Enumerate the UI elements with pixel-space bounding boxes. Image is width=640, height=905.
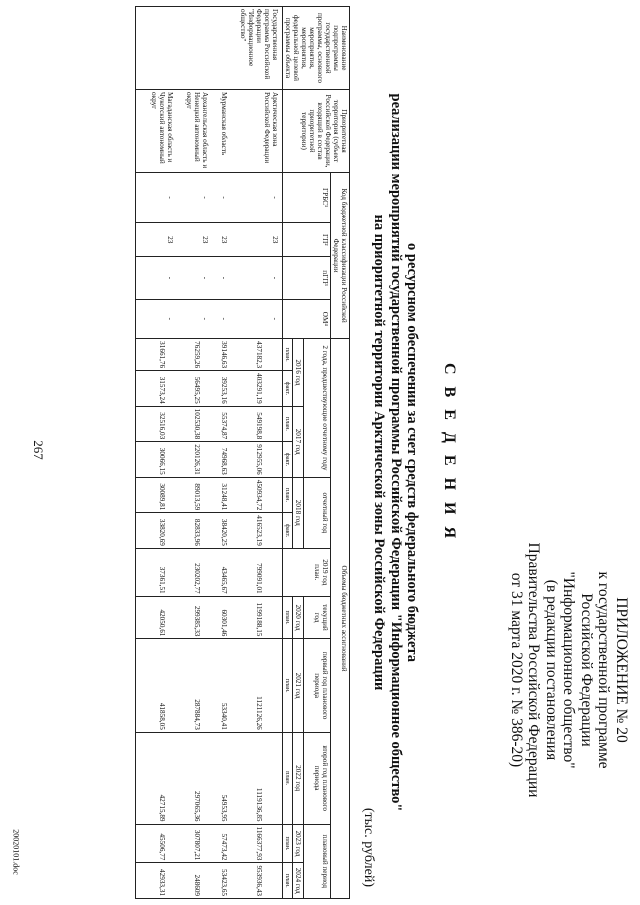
table-row: [231, 7, 283, 899]
header-year-2024: 2024 год: [293, 863, 304, 899]
header-plan: план.: [283, 596, 293, 639]
budget-value: 41858,05: [136, 639, 178, 732]
budget-value: 30066,15: [136, 442, 178, 478]
budget-value: 416523,19: [231, 513, 283, 549]
header-2019: 2019 год план.: [283, 548, 331, 596]
code-om: -: [212, 299, 231, 339]
budget-value: 437182,3: [231, 339, 283, 371]
code-pgp: -: [136, 257, 178, 299]
appendix-line: к государственной программе: [595, 571, 613, 769]
budget-value: 299385,33: [177, 596, 212, 639]
title-line: реализации мероприятий государственной программы Российской Федерации "Информационное общество": [388, 93, 404, 812]
budget-value: 42050,61: [136, 596, 178, 639]
appendix-line: ПРИЛОЖЕНИЕ № 20: [613, 597, 630, 743]
budget-value: 76259,26: [177, 339, 212, 371]
budget-value: 42933,31: [136, 863, 178, 899]
budget-value: 287884,73: [177, 639, 212, 732]
budget-value: 32516,03: [136, 406, 178, 442]
header-plan: план.: [283, 732, 293, 824]
header-grbs: ГРБС¹: [283, 173, 331, 223]
budget-value: 953936,43: [231, 863, 283, 899]
budget-value: 102530,38: [177, 406, 212, 442]
header-name: Наименование подпрограммы государственной программы, основного мероприятия, мероприятия, федеральной целевой программы объекта: [283, 7, 350, 90]
budget-value: 549198,8: [231, 406, 283, 442]
row-territory: Магаданская область и Чукотский автономный округ: [136, 90, 178, 173]
budget-value: 82833,96: [177, 513, 212, 549]
header-fact: факт.: [283, 442, 293, 478]
budget-value: 248609: [177, 863, 212, 899]
budget-value: 30089,81: [136, 477, 178, 513]
header-year-2022: 2022 год: [293, 732, 304, 824]
page-number: 267: [31, 440, 46, 460]
budget-value: 33820,69: [136, 513, 178, 549]
budget-value: 42715,89: [136, 732, 178, 824]
budget-value: 912955,06: [231, 442, 283, 478]
units-label: (тыс. рублей): [361, 807, 376, 887]
code-pgp: -: [177, 257, 212, 299]
row-territory: Арктическая зона Российской Федерации: [231, 90, 283, 173]
header-year-2018: 2018 год: [293, 477, 304, 548]
header-fact: факт.: [283, 513, 293, 549]
budget-value: 39253,16: [212, 371, 231, 407]
row-name: [212, 7, 231, 90]
budget-value: 55374,87: [212, 406, 231, 442]
header-territory: Приоритетная территория (субъект Российской Федерации, входящий в состав приоритетной территории): [283, 90, 350, 173]
budget-value: 57473,42: [212, 824, 231, 863]
appendix-line: Российской Федерации: [578, 593, 595, 747]
code-grbs: -: [136, 173, 178, 223]
header-year-2023: 2023 год: [293, 824, 304, 863]
budget-value: 799091,01: [231, 548, 283, 596]
table-row: [177, 7, 212, 899]
budget-value: 450934,72: [231, 477, 283, 513]
row-name: [177, 7, 212, 90]
code-grbs: -: [231, 173, 283, 223]
budget-value: 43465,67: [212, 548, 231, 596]
budget-value: 39146,63: [212, 339, 231, 371]
row-name: [136, 7, 178, 90]
row-name: Государственная программа Российской Федерации "Информационное общество": [231, 7, 283, 90]
header-plan: план.: [283, 477, 293, 513]
code-om: -: [231, 299, 283, 339]
budget-value: 53423,65: [212, 863, 231, 899]
code-om: -: [136, 299, 178, 339]
header-two-years-prior: 2 года, предшествующие отчетному году: [304, 339, 331, 478]
budget-value: 45506,77: [136, 824, 178, 863]
header-gp: ГП²: [283, 223, 331, 257]
budget-value: 31573,24: [136, 371, 178, 407]
document-title: [371, 10, 457, 895]
budget-value: 31661,76: [136, 339, 178, 371]
budget-value: 74968,63: [212, 442, 231, 478]
header-plan-period: плановый период: [304, 824, 331, 898]
header-fact: факт.: [283, 371, 293, 407]
header-first-plan-year: первый год планового периода: [304, 639, 331, 732]
code-grbs: -: [212, 173, 231, 223]
header-volumes: Объемы бюджетных ассигнований: [331, 339, 350, 899]
budget-value: 60301,46: [212, 596, 231, 639]
header-year-2016: 2016 год: [293, 339, 304, 407]
appendix-line: Правительства Российской Федерации: [525, 542, 543, 798]
header-plan: план.: [283, 824, 293, 863]
budget-value: 31248,41: [212, 477, 231, 513]
header-codes: Код бюджетной классификации Российской Федерации: [331, 173, 350, 339]
header-plan: план.: [283, 863, 293, 899]
budget-value: 56495,25: [177, 371, 212, 407]
header-plan: план.: [283, 339, 293, 371]
code-pgp: -: [231, 257, 283, 299]
header-second-plan-year: второй год планового периода: [304, 732, 331, 824]
budget-value: 89013,59: [177, 477, 212, 513]
header-year-2017: 2017 год: [293, 406, 304, 477]
budget-value: 1121126,26: [231, 639, 283, 732]
table-row: [212, 7, 231, 899]
budget-value: 53340,41: [212, 639, 231, 732]
footer-doc-code: 20020101.doc: [11, 829, 21, 875]
table-row: [136, 7, 178, 899]
budget-value: 38420,25: [212, 513, 231, 549]
budget-value: 403291,19: [231, 371, 283, 407]
appendix-line: "Информационное общество": [560, 571, 578, 769]
budget-value: 1166377,93: [231, 824, 283, 863]
appendix-line: от 31 марта 2020 г. № 386-20): [508, 572, 525, 768]
budget-value: 54953,95: [212, 732, 231, 824]
header-current-year: текущий год: [304, 596, 331, 639]
header-pgp: пГП³: [283, 257, 331, 299]
code-gp: 23: [177, 223, 212, 257]
code-grbs: -: [177, 173, 212, 223]
budget-value: 230202,77: [177, 548, 212, 596]
header-year-2020: 2020 год: [293, 596, 304, 639]
budget-value: 297065,36: [177, 732, 212, 824]
row-territory: Архангельская область и Ненецкий автономный округ: [177, 90, 212, 173]
title-line: о ресурсном обеспечении за счет средств федерального бюджета: [404, 243, 421, 662]
title-line: на приоритетной территории Арктической зоны Российской Федерации: [371, 214, 388, 691]
code-pgp: -: [212, 257, 231, 299]
code-om: -: [177, 299, 212, 339]
title-heading: С В Е Д Е Н И Я: [441, 362, 458, 543]
budget-value: 1119136,85: [231, 732, 283, 824]
appendix-block: [508, 505, 631, 835]
header-plan: план.: [283, 639, 293, 732]
budget-value: 307807,21: [177, 824, 212, 863]
header-om: ОМ⁴: [283, 299, 331, 339]
header-reporting-year: отчетный год: [304, 477, 331, 548]
code-gp: 23: [212, 223, 231, 257]
budget-table: [135, 6, 350, 899]
header-year-2021: 2021 год: [293, 639, 304, 732]
budget-value: 1199188,15: [231, 596, 283, 639]
budget-value: 220126,31: [177, 442, 212, 478]
code-gp: 23: [136, 223, 178, 257]
budget-value: 37361,51: [136, 548, 178, 596]
row-territory: Мурманская область: [212, 90, 231, 173]
header-plan: план.: [283, 406, 293, 442]
code-gp: 23: [231, 223, 283, 257]
appendix-line: (в редакции постановления: [543, 579, 560, 761]
